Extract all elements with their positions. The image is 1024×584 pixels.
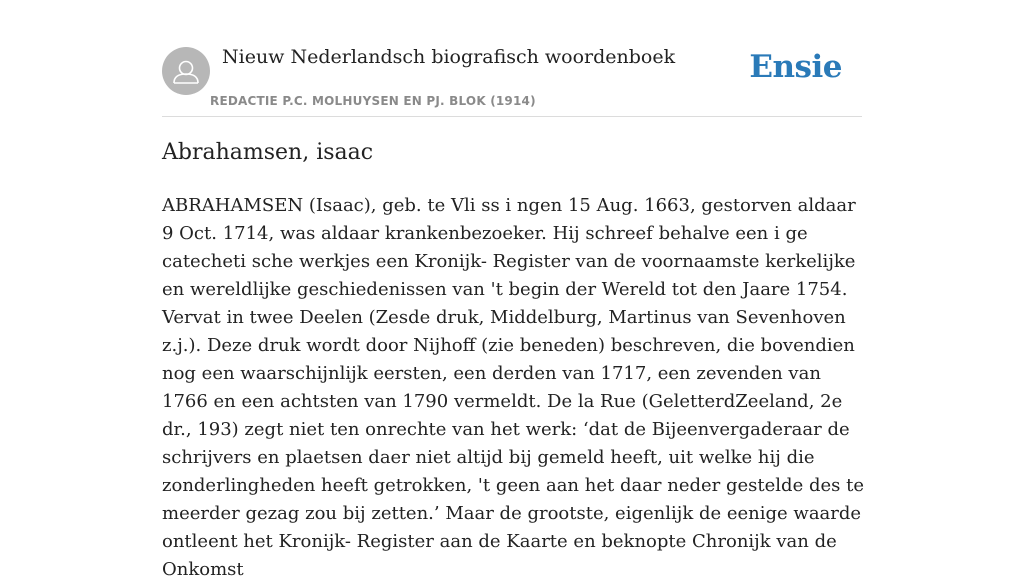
entry-title: Abrahamsen, isaac xyxy=(162,140,374,165)
user-silhouette-icon[interactable] xyxy=(162,47,210,95)
book-title[interactable]: Nieuw Nederlandsch biografisch woordenboek xyxy=(222,46,676,68)
brand-logo[interactable]: Ensie xyxy=(749,49,842,85)
editors-subtitle: REDACTIE P.C. MOLHUYSEN EN PJ. BLOK (1914) xyxy=(210,94,536,108)
entry-body: ABRAHAMSEN (Isaac), geb. te Vli ss i ngen 15 Aug. 1663, gestorven aldaar 9 Oct. 1714, was aldaar krankenbezoeker. Hij schreef behalve een i ge catecheti sche werkjes een Kronijk- Register van de voornaamste kerkelijke en wereldlijke geschiedenissen van 't begin der Wereld tot den Jaare 1754. Vervat in twee Deelen (Zesde druk, Middelburg, Martinus van Sevenhoven z.j.). Deze druk wordt door Nijhoff (zie beneden) beschreven, die bovendien nog een waarschijnlijk eersten, een derden van 1717, een zevenden van 1766 en een achtsten van 1790 vermeldt. De la Rue (GeletterdZeeland, 2e dr., 193) zegt niet ten onrechte van het werk: ‘dat de Bijeenvergaderaar de schrijvers en plaetsen daer niet altijd bij gemeld heeft, uit welke hij die zonderlingheden heeft getrokken, 't geen aan het daar neder gestelde des te meerder gezag zou bij zetten.’ Maar de grootste, eigenlijk de eenige waarde ontleent het Kronijk- Register aan de Kaarte en beknopte Chronijk van de Onkomst xyxy=(162,195,864,580)
page-header xyxy=(162,44,862,117)
